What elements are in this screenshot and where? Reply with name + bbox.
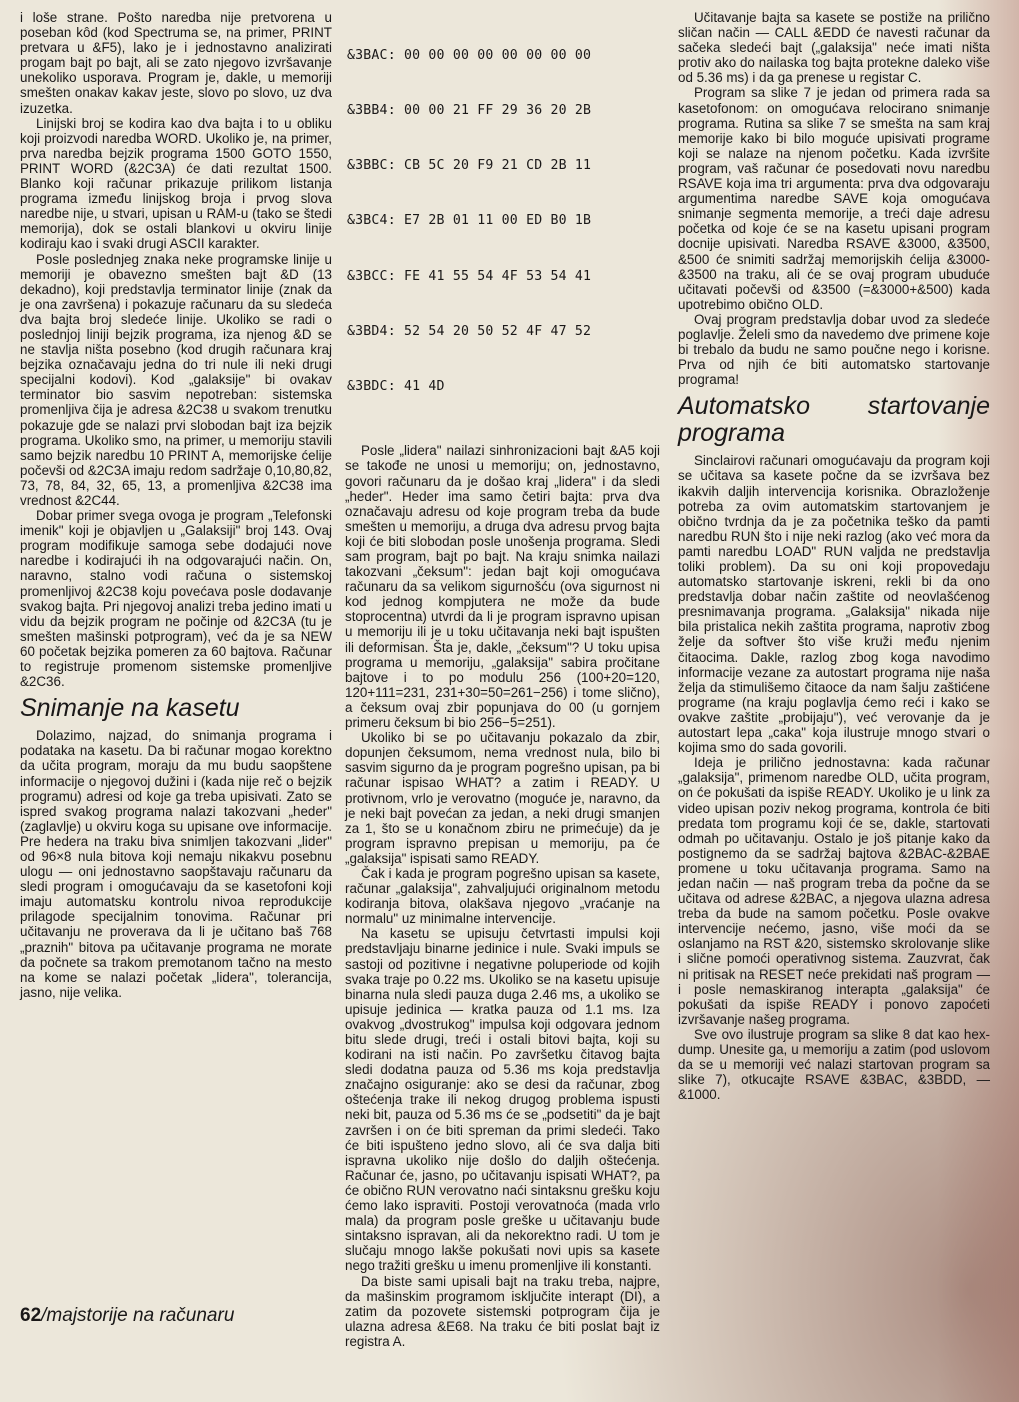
hex-dump-row: &3BB4: 00 00 21 FF 29 36 20 2B	[347, 103, 592, 119]
paragraph: Sinclairovi računari omogućavaju da program koji se učitava sa kasete počne da se izvršava bez ikakvih daljih intervencija korisnika. Obrazloženje potreba za ovim automatskim startovanjem je obično tvrdnja da je za početnika teško da pamti naredbu RUN što i nije neki razlog (ako već mora da pamti naredbu LOAD" RUN valjda ne predstavlja toliki problem). Da su oni koji propovedaju automatsko startovanje iskreni, rekli bi da ono predstavlja dobar način zaštite od neovlašćenog presnimavanja programa. „Galaksija" nikada nije bila pristalica nekih zaštita programa, naprotiv zbog želje da softver što više kruži među njenim čitaocima. Dakle, razlog zbog koga navodimo informacije vezane za autostart programa nije naša želja da stimulišemo čitaoce da nam šalju zaštićene programe (na kraju poglavlja ćemo reći i kako se ovakve zaštite „probijaju"), već verovanje da je autostart lepa „caka" koja ilustruje mnogo stvari o kojima smo do sada govorili.	[678, 453, 990, 756]
paragraph: Na kasetu se upisuju četvrtasti impulsi koji predstavljaju binarne jedinice i nule. Svaki impuls se sastoji od pozitivne i negativne poluperiode od kojih svaka traje po 0.22 ms. Ukoliko se na kasetu upisuje binarna nula sledi pauza duga 2.46 ms, a ukoliko se upisuje jedinica — kratka pauza od 1.1 ms. Iza ovakvog „dvostrukog" impulsa koji odgovara jednom bitu slede drugi, treći i ostali bitovi bajta, koji su kodirani na isti način. Po završetku čitavog bajta sledi dodatna pauza od 5.36 ms koja predstavlja značajno osiguranje: ako se desi da računar, zbog oštećenja trake ili nekog drugog problema ispusti neki bit, pauza od 5.36 ms će se „podsetiti" da je bajt završen i on će biti spreman da primi sledeći. Tako će biti ispušteno jedno slovo, ali će sva dalja biti ispravna ukoliko nije došlo do dalјih oštećenja. Računar će, jasno, po učitavanju ispisati WHAT?, pa će obično RUN verovatno naći sintaksnu grešku koju ćemo lako ispraviti. Postoji verovatnoća (mada vrlo mala) da program posle greške u učitavanju bude sintaksno ispravan, ali da nekorektno radi. U tom je slučaju mnogo lakše pokušati novi upis sa kasete nego tražiti grešku u imenu promenljive ili konstanti.	[345, 926, 660, 1274]
paragraph: Sve ovo ilustruje program sa slike 8 dat kao hex-dump. Unesite ga, u memoriju a zatim (pod uslovom da se u memoriji već nalazi startovan program sa slike 7), otkucajte RSAVE &3BAC, &3BDD, — &1000.	[678, 1026, 990, 1103]
text-column-middle	[345, 10, 660, 1349]
text-column-left	[20, 10, 332, 1000]
paragraph: Linijski broj se kodira kao dva bajta i to u obliku koji proizvodi naredba WORD. Ukoliko je, na primer, prva naredba bejzik programa 1500 GOTO 1550, PRINT WORD (&2C3A) će dati rezultat 1500. Blanko koji računar prikazuje prilikom listanja programa između linijskog broja i prvog slova naredbe nije, u stvari, upisan u RAM-u (tako se štedi memorija), dok se ostali blankovi u okviru linije kodiraju kao i svaki drugi ASCII karakter.	[20, 115, 332, 252]
section-heading-cassette: Snimanje na kasetu	[20, 694, 240, 723]
hex-dump-row: &3BDC: 41 4D	[347, 379, 445, 395]
paragraph: i loše strane. Pošto naredba nije pretvorena u poseban kôd (kod Spectruma se, na primer, PRINT pretvara u &F5), lako je i jednostavno analizirati progam bajt po bajt, ali se zato njegovo izvršavanje unekoliko usporava. Program je, dakle, u memoriji smešten onakav kakav jeste, slovo po slovo, uz dva izuzetka.	[20, 10, 332, 116]
section-heading-autostart: Automatsko startovanje programa	[678, 392, 990, 448]
page-number: 62	[20, 1305, 42, 1326]
paragraph: Dobar primer svega ovoga je program „Telefonski imenik" koji je objavljen u „Galaksiji" broj 143. Ovaj program modifikuje samoga sebe dodajući nove naredbe i kodirajući ih na odgovarajući način. On, naravno, stalno vodi računa o sistemskoj promenljivoj &2C38 koju povećava posle dodavanje svakog bajta. Pri njegovoj analizi treba jedino imati u vidu da bejzik program ne počinje od &2C3A (tu je smešten mašinski potprogram), već da je sa NEW 60 početak bejzika pomeren za 60 bajtova. Računar to registruje promenom sistemske promenljive &2C36.	[20, 508, 332, 690]
text-column-right	[678, 10, 990, 1102]
paragraph: Program sa slike 7 je jedan od primera rada sa kasetofonom: on omogućava relocirano snimanje programa. Rutina sa slike 7 se smešta na sam kraj memorije kako bi bilo moguće upisivati programe koji se nalaze na njenom početku. Kada izvršite program, vaš računar će posedovati novu naredbu RSAVE koja ima tri argumenta: prva dva odgovaraju argumentima naredbe SAVE koja omogućava snimanje segmenta memorije, a treći daje adresu početka od koje će se na kasetu upisani program docnije upisivati. Naredba RSAVE &3000, &3500, &500 će snimiti sadržaj memorijskih ćelija &3000-&3500 na traku, ali će se ovaj program ubuduće učitavati počevši od &3500 (=&3000+&500) kada upotrebimo obično OLD.	[678, 85, 990, 312]
paragraph: Čak i kada je program pogrešno upisan sa kasete, računar „galaksija", zahvaljujući originalnom metodu kodiranja bitova, olakšava njegovo „vraćanje na normalu" uz minimalne intervencije.	[345, 865, 660, 927]
hex-dump-row: &3BD4: 52 54 20 50 52 4F 47 52	[347, 323, 592, 339]
magazine-title: /majstorije na računaru	[41, 1305, 235, 1326]
hex-dump-row: &3BBC: CB 5C 20 F9 21 CD 2B 11	[347, 158, 592, 174]
hex-dump-row: &3BC4: E7 2B 01 11 00 ED B0 1B	[347, 213, 592, 229]
hex-dump-listing	[347, 10, 660, 433]
page-footer	[20, 1305, 234, 1327]
hex-dump-row: &3BCC: FE 41 55 54 4F 53 54 41	[347, 268, 592, 284]
paragraph: Učitavanje bajta sa kasete se postiže na prilično sličan način — CALL &EDD će navesti računar da sačeka sledeći bajt („galaksija" neće imati ništa protiv ako do nailaska tog bajta protekne daleko više od 5.36 ms) i da ga prenese u registar C.	[678, 10, 990, 86]
paragraph: Posle „lidera" nailazi sinhronizacioni bajt &A5 koji se takođe ne unosi u memoriju; on, jednostavno, govori računaru da je došao kraj „lidera" i da sledi „heder". Heder ima samo četiri bajta: prva dva označavaju adresu od koje program treba da bude smešten u memoriju, a druga dva adresu prvog bajta koji će biti slobodan posle unošenja programa. Sledi sam program, bajt po bajt. Na kraju snimka nailazi takozvani „čeksum": jedan bajt koji omogućava računaru da sa velikom sigurnošću (ova sigurnost ni kod jednog kompjutera ne može da bude stoprocentna) utvrdi da li je program ispravno upisan u memoriju ili je u toku učitavanja neki bajt ispušten ili deformisan. Šta je, dakle, „čeksum"? U toku upisa programa u memoriju, „galaksija" sabira pročitane bajtove i to po modulu 256 (100+20=120, 120+111=231, 231+30=50=261−256) i tome slično), a čeksum ovaj zbir popunjava do 00 (u gornjem primeru čeksum bi bio 256−5=251).	[345, 443, 660, 731]
paragraph: Ideja je prilično jednostavna: kada računar „galaksija", primenom naredbe OLD, učita program, on će pokušati da ispiše READY. Ukoliko je u link za video upisan poziv nekog programa, kontrola će biti predata tom programu koji će se, dakle, startovati odmah po učitavanju. Ostalo je još pitanje kako da postignemo da se sadržaj bajtova &2BAC-&2BAE promene u toku učitavanja programa. Samo na jedan način — naš program treba da počne da se učitava od adrese &2BAC, a njegova ulazna adresa treba da bude na samom početku. Posle ovakve intervencije nećemo, jasno, više moći da se oslanjamo na RST &20, sistemsko skrolovanje slike i slične pomoći operativnog sistema. Zauzvrat, čak ni pritisak na RESET neće prekidati naš program — i posle nemaskiranog interapta „galaksija" će pokušati da ispiše READY i ponovo zapoćeti izvršavanje našeg programa.	[678, 755, 990, 1027]
paragraph: Da biste sami upisali bajt na traku treba, najpre, da mašinskim programom isključite interapt (DI), a zatim da pozovete sistemski potprogram čija je ulazna adresa &E68. Na traku će biti poslat bajt iz registra A.	[345, 1273, 660, 1349]
paragraph: Ovaj program predstavlja dobar uvod za sledeće poglavlje. Želeli smo da navedemo dve primene koje bi trebalo da budu ne samo poučne nego i korisne. Prva od njih će biti automatsko startovanje programa!	[678, 311, 990, 388]
hex-dump-row: &3BAC: 00 00 00 00 00 00 00 00	[347, 47, 592, 63]
paragraph: Posle poslednjeg znaka neke programske linije u memoriji je obavezno smešten bajt &D (13 dekadno), koji predstavlja terminator linije (znak da je ona završena) i pokazuje računaru da su sledeća dva bajta broj sledeće linije. Ukoliko se radi o poslednjoj liniji bejzik programa, iza njenog &D se ne stavlja ništa posebno (kod drugih računara kraj bejzika označavaju jedna do tri nule ili neki drugi specijalni kodovi). Kod „galaksije" bi ovakav terminator bio sasvim nepotreban: sistemska promenljiva čija je adresa &2C38 u svakom trenutku pokazuje gde se nalazi prvi slobodan bajt iza bejzik programa. Ukoliko smo, na primer, u memoriju stavili samo bejzik naredbu 10 PRINT A, memorijske ćelije počevši od &2C3A imaju redom sadržaje 0,10,80,82, 73, 78, 84, 32, 65, 13, a promenljiva &2C38 ima vrednost &2C44.	[20, 251, 332, 508]
paragraph: Ukoliko bi se po učitavanju pokazalo da zbir, dopunjen čeksumom, nema vrednost nula, bilo bi sasvim sigurno da je program pogrešno upisan, pa bi računar ispisao WHAT? a zatim i READY. U protivnom, vrlo je verovatno (moguće je, naravno, da je neki bajt povećan za jedan, a neki drugi smanjen za 1, što se u konačnom zbiru ne primećuje) da je program ispravno prepisan u memoriju, pa će „galaksija" ispisati samo READY.	[345, 730, 660, 866]
paragraph: Dolazimo, najzad, do snimanja programa i podataka na kasetu. Da bi računar mogao korektno da učita program, moraju da mu budu saopštene informacije o njegovoj dužini i (kada nije reč o bejzik programu) adresi od koje ga treba upisivati. Zato se ispred svakog programa nalazi takozvani „heder" (zaglavlje) u okviru koga su upisane ove informacije. Pre hedera na traku biva snimljen takozvani „lider" od 96×8 nula bitova koji nemaju nikakvu posebnu ulogu — oni jednostavno saopštavaju računaru da sledi program i omogućavaju da se kasetofoni koji imaju automatsku kontrolu nivoa reprodukcije prilagode specijalnim tonovima. Računar pri učitavanju ne proverava da li je učitano baš 768 „praznih" bitova pa učitavanje programa ne morate da počnete sa trakom premotanom tačno na mesto na kome se nalazi početak „lidera", tolerancija, jasno, nije velika.	[20, 728, 332, 1000]
